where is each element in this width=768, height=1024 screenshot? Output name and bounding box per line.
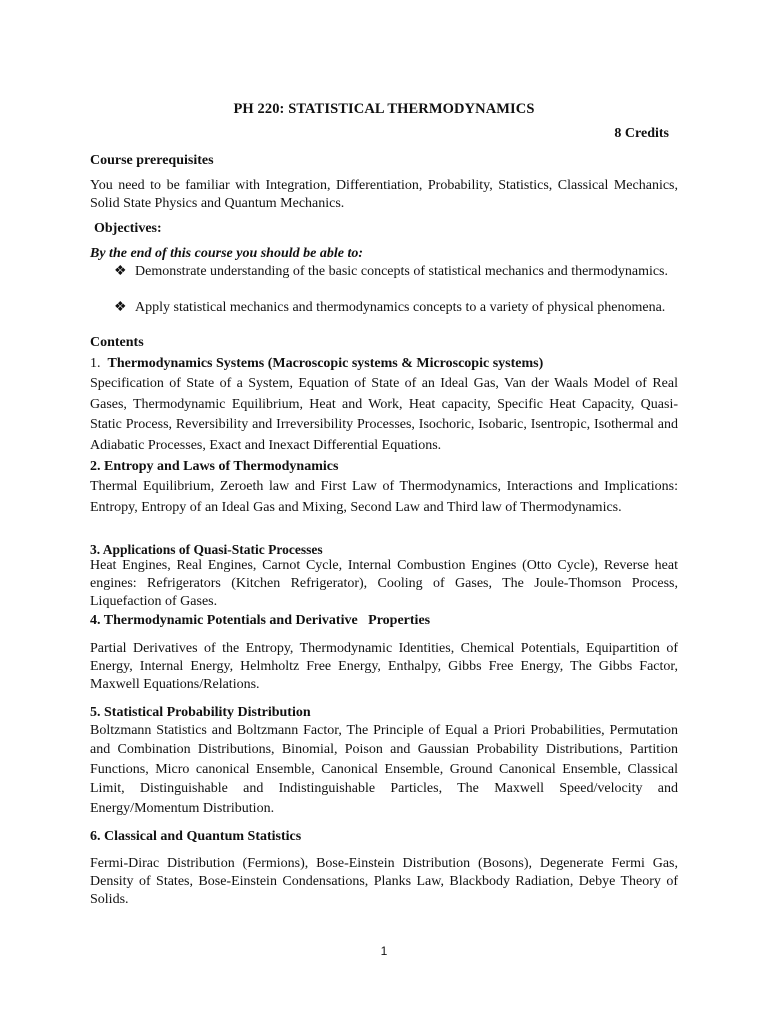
section-title: Classical and Quantum Statistics [104,829,302,844]
objective-item [114,263,678,281]
section-heading [90,355,678,373]
section-title: Entropy and Laws of Thermodynamics [104,459,339,474]
section-body: Boltzmann Statistics and Boltzmann Factor, The Principle of Equal a Priori Probabilities, Permutation and Combination Distributions, Binomial, Poison and Gaussian Probability Distributions, Partition Functions, Micro canonical Ensemble, Canonical Ensemble, Ground Canonical Ensemble, Classical Limit, Distinguishable and Indistinguishable Particles, The Maxwell Speed/velocity and Energy/Momentum Distribution. [90,723,678,816]
section-number: 6. [90,829,101,844]
section-title: Thermodynamic Potentials and Derivative Properties [103,613,431,628]
section-body: Heat Engines, Real Engines, Carnot Cycle, Internal Combustion Engines (Otto Cycle), Reverse heat engines: Refrigerators (Kitchen Refrigerator), Cooling of Gases, The Joule-Thomson Process, Liquefaction of Gases. [90,558,678,609]
section-body: Fermi-Dirac Distribution (Fermions), Bose-Einstein Distribution (Bosons), Degenerate Fermi Gas, Density of States, Bose-Einstein Condensations, Planks Law, Blackbody Radiation, Debye Theory of Solids. [90,856,678,907]
diamond-bullet-icon: ❖ [114,264,127,279]
diamond-bullet-icon: ❖ [114,300,127,315]
page-number: 1 [380,944,388,958]
section-number: 4. [90,613,101,628]
objective-item [114,299,678,317]
course-title: PH 220: STATISTICAL THERMODYNAMICS [233,101,535,117]
course-credits: 8 Credits [614,126,669,141]
section-heading [90,612,678,630]
section-heading [90,704,678,722]
section-title: Thermodynamics Systems (Macroscopic systems & Microscopic systems) [107,356,544,371]
section-heading [90,458,678,476]
section-title: Applications of Quasi-Static Processes [102,542,323,557]
section-number: 5. [90,705,101,720]
section-number: 3. [90,542,101,557]
objective-item-text: Apply statistical mechanics and thermodynamics concepts to a variety of physical phenomena. [135,300,666,315]
section-heading [90,828,678,846]
prerequisites-text: You need to be familiar with Integration, Differentiation, Probability, Statistics, Classical Mechanics, Solid State Physics and Quantum Mechanics. [90,178,678,211]
objectives-heading: Objectives: [94,221,162,236]
section-title: Statistical Probability Distribution [104,705,311,720]
section-body: Specification of State of a System, Equation of State of an Ideal Gas, Van der Waals Model of Real Gases, Thermodynamic Equilibrium, Heat and Work, Heat capacity, Specific Heat Capacity, Quasi-Static Process, Reversibility and Irreversibility Processes, Isochoric, Isobaric, Isentropic, Isothermal and Adiabatic Processes, Exact and Inexact Differential Equations. [90,376,678,453]
section-body: Thermal Equilibrium, Zeroeth law and First Law of Thermodynamics, Interactions and Implications: Entropy, Entropy of an Ideal Gas and Mixing, Second Law and Third law of Thermodynamics. [90,479,678,515]
section-number: 1. [90,356,101,371]
prerequisites-heading: Course prerequisites [90,153,214,168]
contents-heading: Contents [90,335,144,350]
objectives-intro: By the end of this course you should be able to: [90,246,364,261]
section-body: Partial Derivatives of the Entropy, Thermodynamic Identities, Chemical Potentials, Equipartition of Energy, Internal Energy, Helmholtz Free Energy, Enthalpy, Gibbs Free Energy, The Gibbs Factor, Maxwell Equations/Relations. [90,641,678,692]
section-number: 2. [90,459,101,474]
objective-item-text: Demonstrate understanding of the basic concepts of statistical mechanics and thermodynamics. [135,264,669,279]
